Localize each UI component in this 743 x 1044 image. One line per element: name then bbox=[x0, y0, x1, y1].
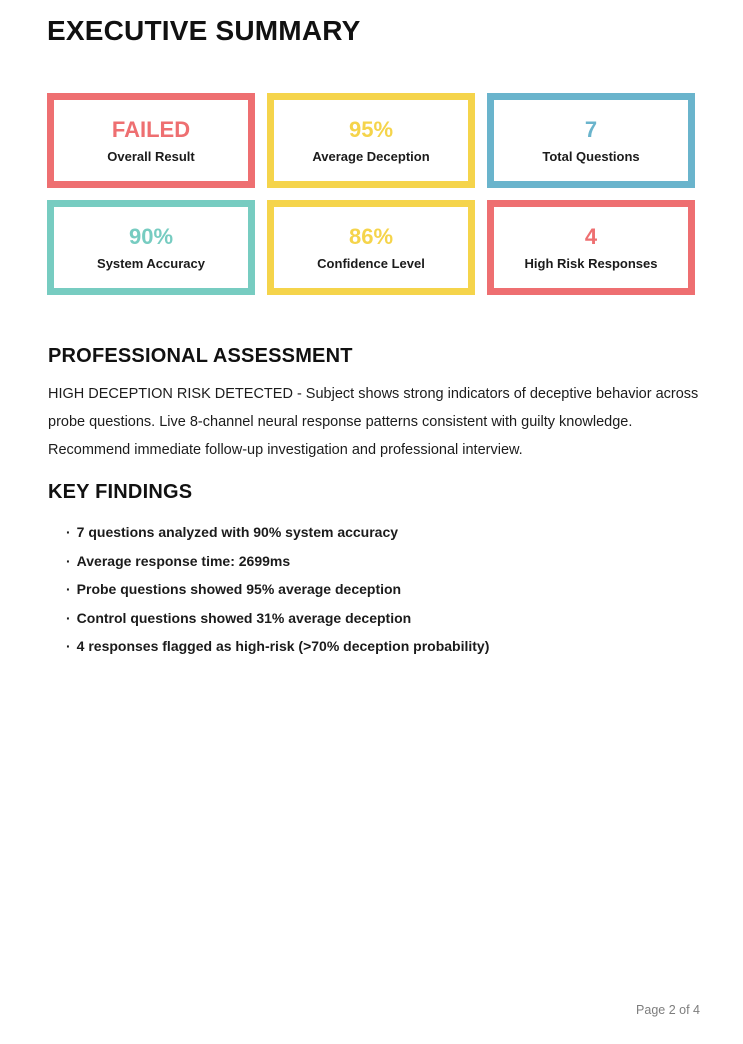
bullet-dot-icon: · bbox=[66, 609, 71, 626]
stat-value: 95% bbox=[348, 116, 394, 142]
page-number: Page 2 of 4 bbox=[636, 1003, 700, 1017]
finding-item bbox=[47, 518, 687, 547]
finding-item bbox=[47, 547, 687, 576]
assessment-body-text: HIGH DECEPTION RISK DETECTED - Subject shows strong indicators of deceptive behavior across probe questions. Live 8-channel neural response patterns consistent with guilty knowledge. Recommend immediate follow-up investigation and professional interview. bbox=[48, 386, 699, 458]
stat-value: 4 bbox=[584, 223, 598, 249]
bullet-dot-icon: · bbox=[66, 552, 71, 569]
finding-text: Average response time: 2699ms bbox=[76, 552, 291, 569]
stat-label: Average Deception bbox=[312, 148, 430, 164]
stat-value: 90% bbox=[128, 223, 174, 249]
stat-label: Total Questions bbox=[542, 148, 640, 164]
finding-text: Control questions showed 31% average deception bbox=[76, 609, 412, 626]
assessment-heading: PROFESSIONAL ASSESSMENT bbox=[48, 345, 353, 367]
finding-text: 7 questions analyzed with 90% system accuracy bbox=[76, 524, 399, 540]
stat-label: System Accuracy bbox=[97, 255, 205, 271]
stat-card-average-deception bbox=[267, 93, 475, 188]
stat-card-confidence-level bbox=[267, 200, 475, 295]
finding-text: 4 responses flagged as high-risk (>70% deception probability) bbox=[76, 638, 490, 654]
finding-text: Probe questions showed 95% average deception bbox=[76, 581, 402, 597]
stat-label: High Risk Responses bbox=[524, 255, 658, 271]
stat-card-high-risk-responses bbox=[487, 200, 695, 295]
stat-value: 86% bbox=[348, 223, 394, 249]
bullet-dot-icon: · bbox=[66, 524, 71, 540]
stat-label: Overall Result bbox=[107, 148, 195, 164]
finding-item bbox=[47, 575, 687, 604]
bullet-dot-icon: · bbox=[66, 581, 71, 597]
findings-list bbox=[47, 518, 687, 661]
summary-cards-grid bbox=[47, 93, 695, 295]
stat-label: Confidence Level bbox=[317, 255, 425, 271]
stat-card-overall-result bbox=[47, 93, 255, 188]
stat-value: 7 bbox=[584, 116, 598, 142]
stat-card-system-accuracy bbox=[47, 200, 255, 295]
stat-card-total-questions bbox=[487, 93, 695, 188]
finding-item bbox=[47, 632, 687, 661]
findings-heading: KEY FINDINGS bbox=[48, 481, 193, 503]
stat-value: FAILED bbox=[111, 116, 191, 142]
finding-item bbox=[47, 604, 687, 633]
bullet-dot-icon: · bbox=[66, 638, 71, 654]
page-title: EXECUTIVE SUMMARY bbox=[47, 15, 361, 46]
